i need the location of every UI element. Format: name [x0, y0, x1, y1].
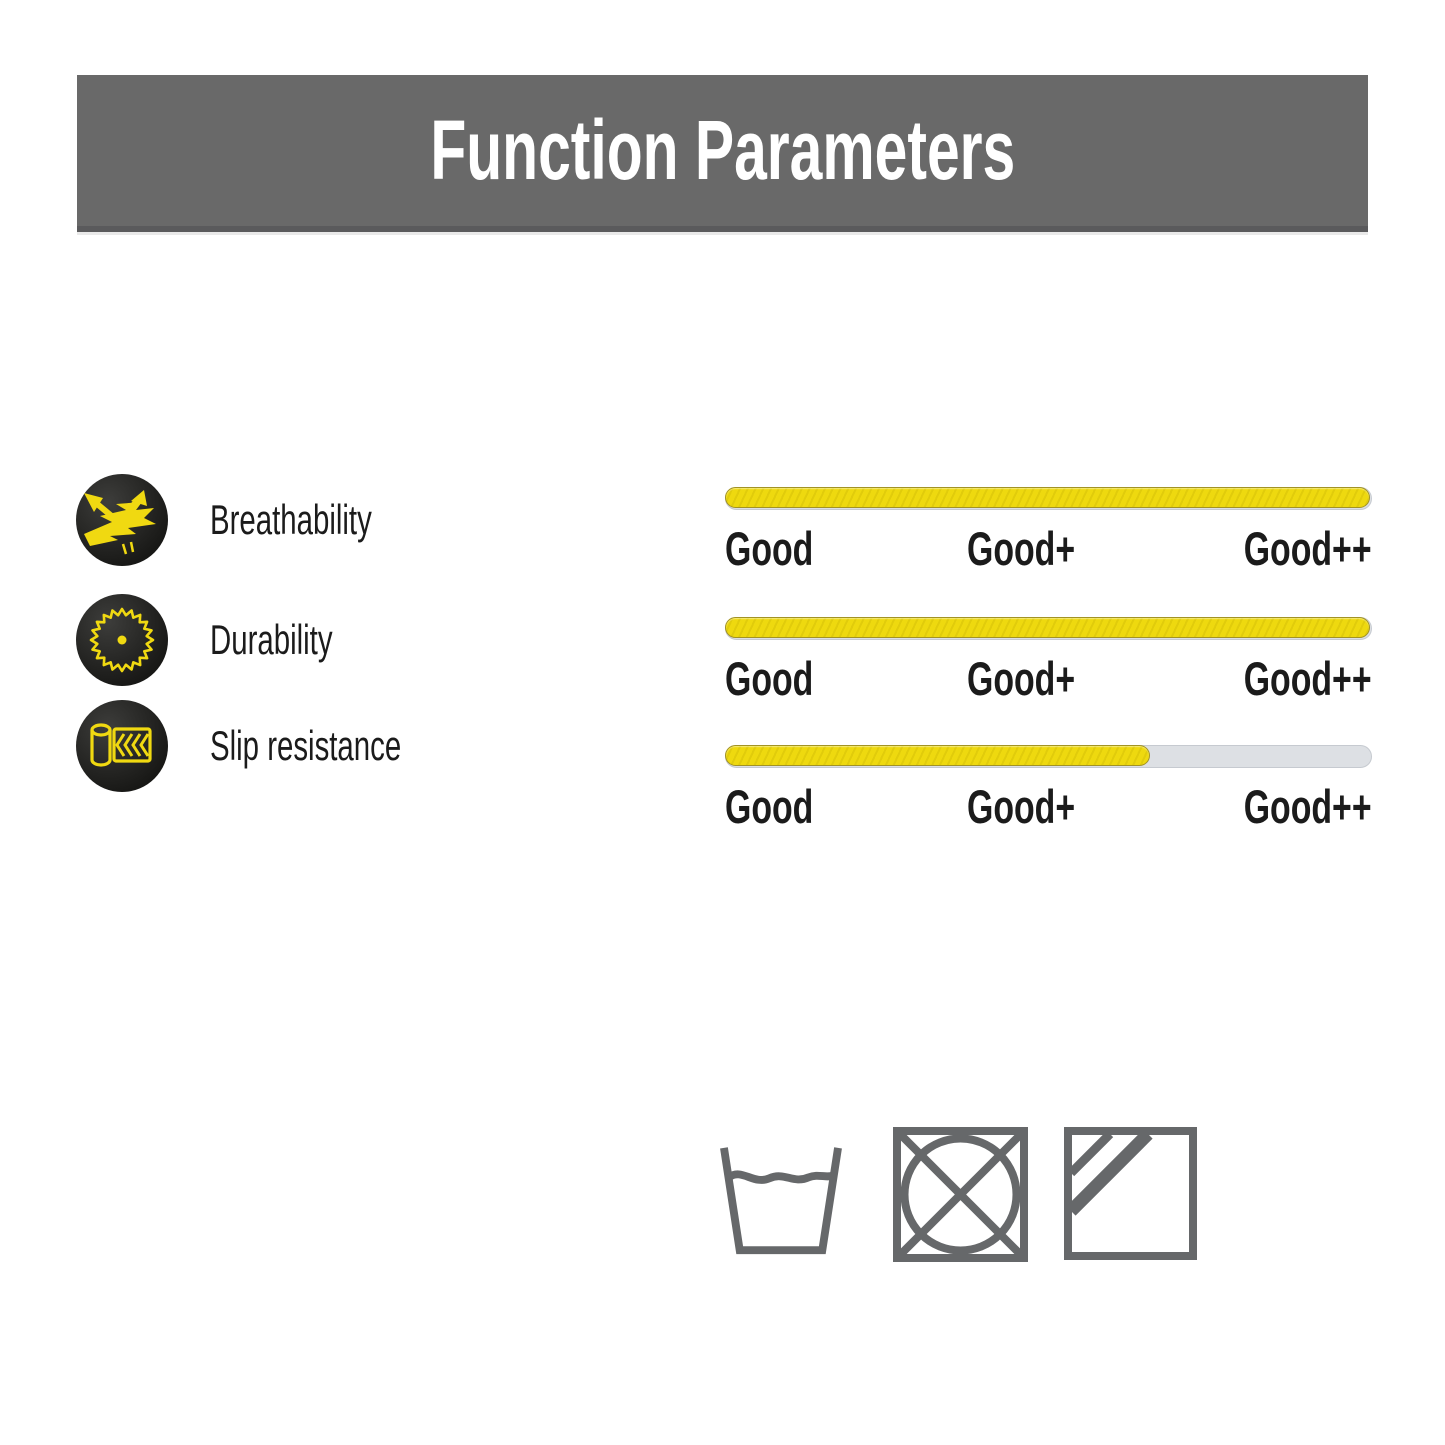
breathability-icon — [76, 474, 168, 566]
durability-icon — [76, 594, 168, 686]
scale-label-good-plus-plus: Good++ — [1244, 522, 1372, 575]
param-label-slip-resistance: Slip resistance — [210, 722, 402, 769]
scale-label-good-plus-plus: Good++ — [1244, 652, 1372, 705]
diagonal-stripes-square-icon — [1064, 1127, 1197, 1260]
rating-bar-slip-resistance — [725, 745, 1372, 768]
wash-tub-icon — [712, 1140, 850, 1258]
scale-label-good-plus: Good+ — [966, 652, 1076, 705]
scale-label-good-plus-plus: Good++ — [1244, 780, 1372, 833]
rating-bar-fill — [725, 617, 1370, 638]
param-label-durability: Durability — [210, 616, 333, 663]
header-banner — [77, 75, 1368, 232]
param-label-breathability: Breathability — [210, 496, 372, 543]
page-title: Function Parameters — [430, 103, 1015, 197]
slip-resistance-icon — [76, 700, 168, 792]
rating-scale-breathability — [725, 524, 1372, 574]
scale-label-good: Good — [725, 522, 814, 575]
scale-label-good-plus: Good+ — [966, 522, 1076, 575]
scale-label-good: Good — [725, 652, 814, 705]
rating-bar-fill — [725, 487, 1370, 508]
do-not-tumble-dry-icon — [893, 1127, 1028, 1262]
rating-bar-durability — [725, 617, 1372, 640]
rating-scale-slip-resistance — [725, 782, 1372, 832]
rating-scale-durability — [725, 654, 1372, 704]
rating-bar-fill — [725, 745, 1151, 766]
rating-bar-breathability — [725, 487, 1372, 510]
scale-label-good-plus: Good+ — [966, 780, 1076, 833]
scale-label-good: Good — [725, 780, 814, 833]
